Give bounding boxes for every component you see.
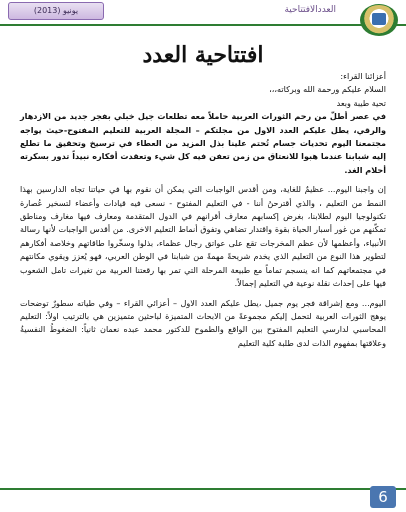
greeting-line: السلام عليكم ورحمة الله وبركاته،،، bbox=[269, 84, 386, 95]
page-title: افتتاحية العدد bbox=[142, 42, 264, 68]
header-title: العددالافتتاحية bbox=[284, 5, 336, 15]
page-header bbox=[0, 0, 406, 38]
issue-date-badge: يونيو (2013) bbox=[8, 2, 104, 20]
footer-rule bbox=[0, 488, 406, 490]
paragraph: اليوم... ومع إشراقة فجر يوم جميل ،يطل عليكم العدد الاول – أعزائي القراء – وفي طياته سطورٌ توضحات يوهج الثورات العربية لتحمل إليكم مجموعةً من الابحاث المتميزة لباحثين متميزين هي بالترتيب اولاً: التعليم المحاسبي لدارسي التعليم المفتوح بين الواقع والطموح للدكتور محمد عبده نعمان ثانياً: الضغوطُ النفسيةُ وعلاقتها بمفهوم الذات لدى طلبة كلية التعليم bbox=[20, 297, 386, 348]
greeting-line: تحية طيبة وبعد bbox=[336, 97, 386, 108]
journal-logo-icon bbox=[360, 4, 398, 36]
page-number-badge: 6 bbox=[370, 486, 396, 508]
paragraph: في عصر أطلّ من رحم الثورات العربية حاملاً معه تطلعات جيل خبلي بفجر جديد من الازدهار والرقي، يطل عليكم العدد الاول من مجلتكم – المجلة العربية للتعليم المفتوح-حيث يواجه مجتمعنا اليوم تحديات جسام تُحتم علينا بذل المزيد من العطاء في ترسيخ وتحقيق ما تطلع إليه شبابنا عندما هبوا للانعتاق من زمن تعفن فيه كل شيء وتعقدت أفكاره نبيداً تدور بسكرته أحلام الغد. bbox=[20, 111, 386, 175]
greeting-line: أعزائنا القراء: bbox=[340, 71, 386, 81]
paragraph: إن واجبنا اليوم... عظيمٌ للغاية، ومن أقدس الواجبات التي يمكن أن نقوم بها في حياتنا تجاه الدارسين بهذا النمط من التعليم ، والذي أقترحنُ أننا - في التعليم المفتوح - نسعى فيه قيادات وأعضاء لتسخير عُصارة تكنولوجيا اليوم لطلابنا، بغرض إكسابهم معارف أقرانهم في الدول المتقدمة ومعارف فيها مغارف ومناطق تمكّنهم من غور أسبار الحياة بقوة واقتدار تضاهي وتفوق أنماط التعليم الاخرى. من أقدس الواجبات لأنها رسالة الأنبياء، وأعظمها لأن عظم المخرجات تقع على عواتق رجال عظماء، بذلوا وسخّروا طاقاتهم وخلاصة أفكارهم لتطوير هذا النوع من التعليم الذي يخدم شريحةً مهمةً من شبابنا في الوطن العربي، فهو يُعزز ويقوي مكانتهم في مجتمعاتهم كما انه ينسجم تماماً مع طبيعة المرحلة التي تمر بها رقعتنا العربية من تغيرات تامل الشعوب فيها على إحداث نقلة نوعية في التعليم إجمالاً. bbox=[20, 184, 386, 289]
article-body bbox=[20, 70, 386, 350]
book-icon bbox=[372, 13, 386, 25]
